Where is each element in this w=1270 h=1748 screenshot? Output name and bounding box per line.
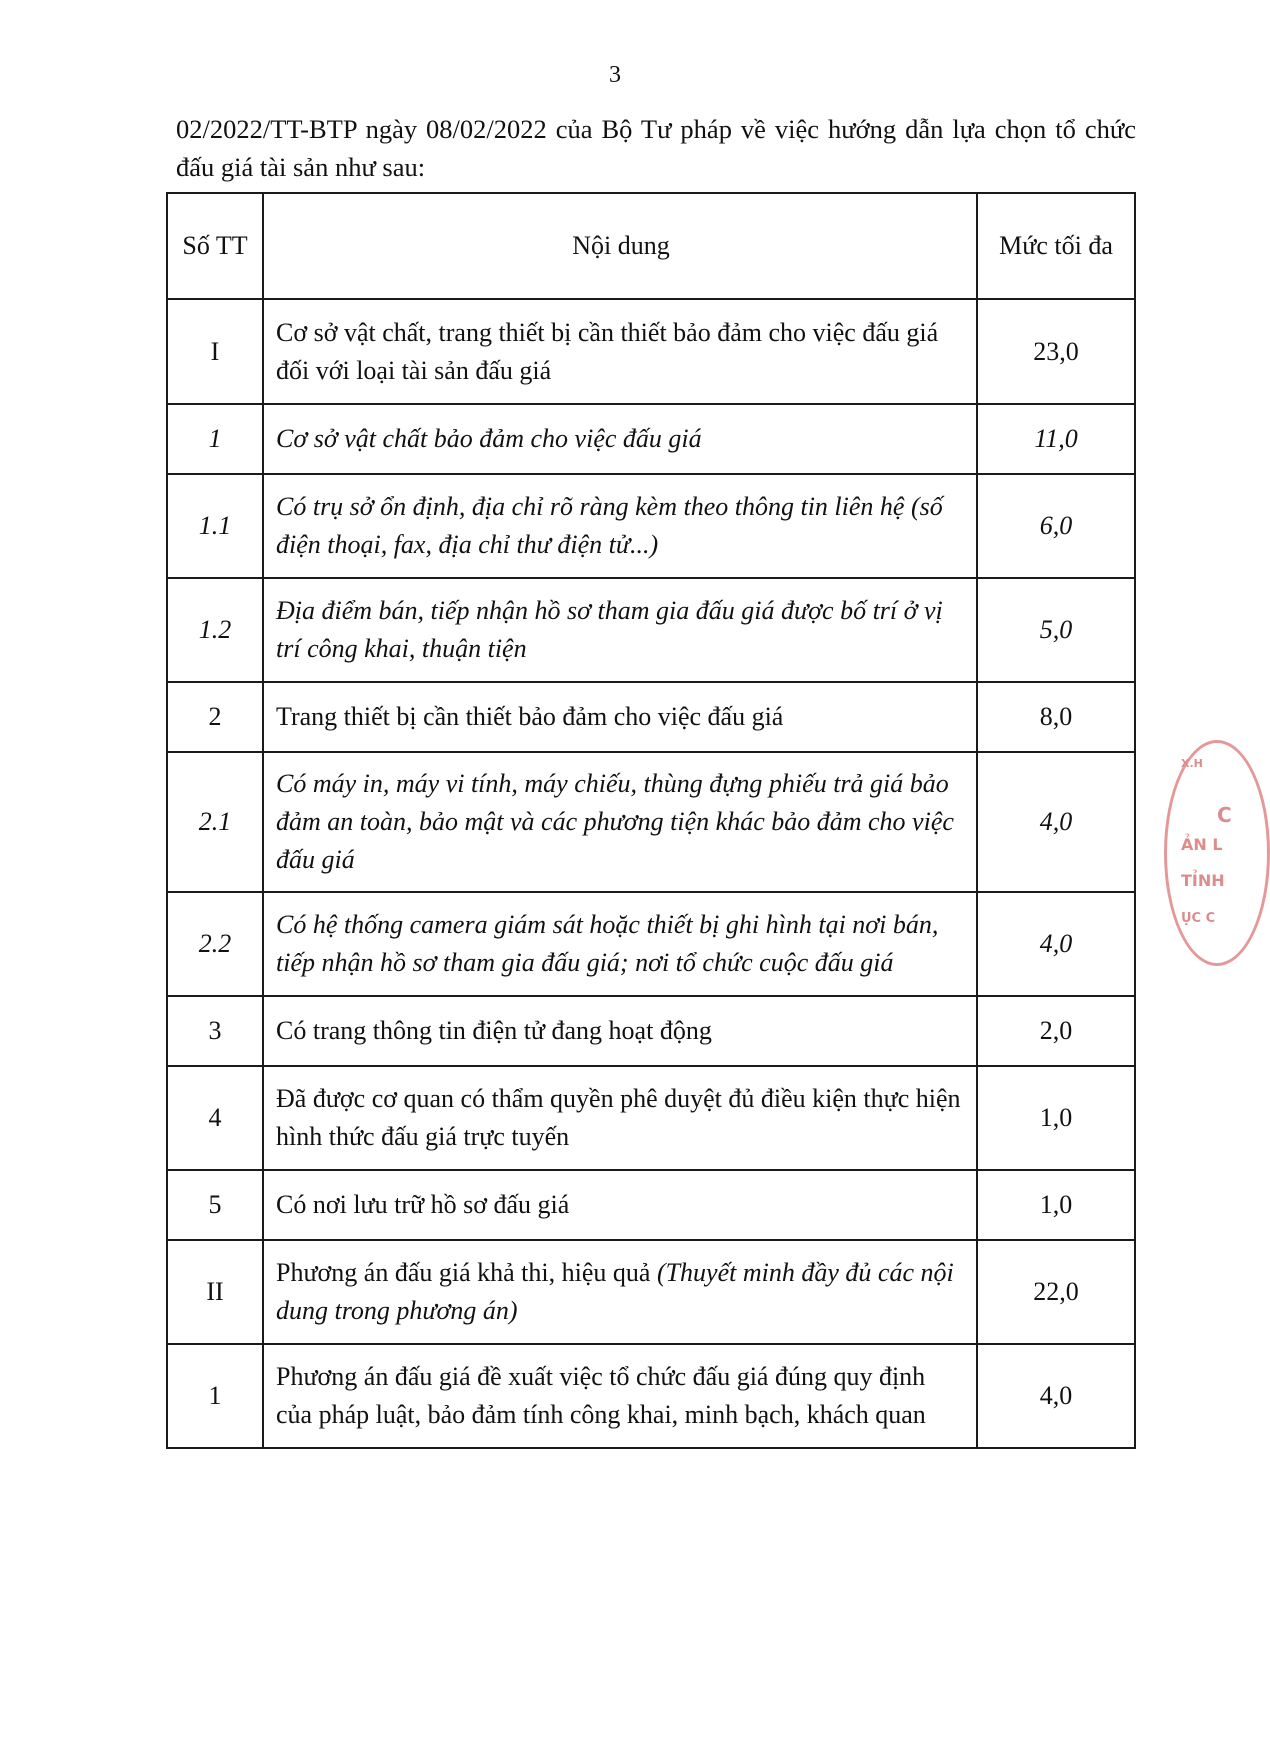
table-row	[167, 299, 1135, 404]
row-content: Có máy in, máy vi tính, máy chiếu, thùng đựng phiếu trả giá bảo đảm an toàn, bảo mật và các phương tiện khác bảo đảm cho việc đấu giá	[263, 752, 977, 892]
table-row	[167, 1344, 1135, 1448]
row-content: Cơ sở vật chất bảo đảm cho việc đấu giá	[263, 404, 977, 474]
row-max-score: 8,0	[977, 682, 1135, 752]
row-content: Có nơi lưu trữ hồ sơ đấu giá	[263, 1170, 977, 1240]
row-content: Có trang thông tin điện tử đang hoạt động	[263, 996, 977, 1066]
row-content: Cơ sở vật chất, trang thiết bị cần thiết bảo đảm cho việc đấu giá đối với loại tài sản đấu giá	[263, 299, 977, 404]
row-max-score: 6,0	[977, 474, 1135, 578]
header-content: Nội dung	[263, 193, 977, 299]
row-max-score: 1,0	[977, 1170, 1135, 1240]
table-row	[167, 474, 1135, 578]
table-row	[167, 1240, 1135, 1344]
row-number: 1	[167, 1344, 263, 1448]
row-number: II	[167, 1240, 263, 1344]
row-content: Phương án đấu giá đề xuất việc tổ chức đấu giá đúng quy định của pháp luật, bảo đảm tính công khai, minh bạch, khách quan	[263, 1344, 977, 1448]
row-content-italic-note: (Thuyết minh đầy đủ các nội dung trong phương án)	[276, 1258, 954, 1325]
stamp-text: ỤC C	[1181, 911, 1216, 926]
header-number: Số TT	[167, 193, 263, 299]
header-max-score: Mức tối đa	[977, 193, 1135, 299]
stamp-text: TỈNH	[1181, 871, 1225, 890]
row-max-score: 11,0	[977, 404, 1135, 474]
row-number: 1.2	[167, 578, 263, 682]
table-row	[167, 996, 1135, 1066]
row-max-score: 1,0	[977, 1066, 1135, 1170]
row-max-score: 23,0	[977, 299, 1135, 404]
row-max-score: 5,0	[977, 578, 1135, 682]
criteria-table	[166, 192, 1136, 1449]
row-max-score: 4,0	[977, 752, 1135, 892]
row-max-score: 22,0	[977, 1240, 1135, 1344]
stamp-text: C	[1217, 803, 1232, 827]
table-row	[167, 752, 1135, 892]
row-content: Có trụ sở ổn định, địa chỉ rõ ràng kèm theo thông tin liên hệ (số điện thoại, fax, địa chỉ thư điện tử...)	[263, 474, 977, 578]
row-number: 4	[167, 1066, 263, 1170]
intro-paragraph: 02/2022/TT-BTP ngày 08/02/2022 của Bộ Tư pháp về việc hướng dẫn lựa chọn tổ chức đấu giá tài sản như sau:	[176, 114, 1136, 182]
row-number: 2	[167, 682, 263, 752]
row-content-text: Phương án đấu giá khả thi, hiệu quả	[276, 1258, 651, 1287]
row-max-score: 2,0	[977, 996, 1135, 1066]
table-header-row	[167, 193, 1135, 299]
stamp-text: X.H	[1181, 757, 1203, 770]
table-row	[167, 1170, 1135, 1240]
row-number: 5	[167, 1170, 263, 1240]
row-number: 1.1	[167, 474, 263, 578]
row-number: 2.1	[167, 752, 263, 892]
red-seal-stamp	[1164, 740, 1270, 966]
row-max-score: 4,0	[977, 892, 1135, 996]
table-row	[167, 892, 1135, 996]
row-number: 2.2	[167, 892, 263, 996]
row-content: Đã được cơ quan có thẩm quyền phê duyệt đủ điều kiện thực hiện hình thức đấu giá trực tuyến	[263, 1066, 977, 1170]
row-number: 1	[167, 404, 263, 474]
row-number: 3	[167, 996, 263, 1066]
table-row	[167, 1066, 1135, 1170]
table-row	[167, 682, 1135, 752]
row-content: Có hệ thống camera giám sát hoặc thiết bị ghi hình tại nơi bán, tiếp nhận hồ sơ tham gia đấu giá; nơi tổ chức cuộc đấu giá	[263, 892, 977, 996]
row-content	[263, 1240, 977, 1344]
row-max-score: 4,0	[977, 1344, 1135, 1448]
row-content: Trang thiết bị cần thiết bảo đảm cho việc đấu giá	[263, 682, 977, 752]
table-row	[167, 404, 1135, 474]
page-number: 3	[609, 62, 621, 88]
row-number: I	[167, 299, 263, 404]
table-row	[167, 578, 1135, 682]
row-content: Địa điểm bán, tiếp nhận hồ sơ tham gia đấu giá được bố trí ở vị trí công khai, thuận tiện	[263, 578, 977, 682]
stamp-text: ẢN L	[1181, 835, 1223, 854]
